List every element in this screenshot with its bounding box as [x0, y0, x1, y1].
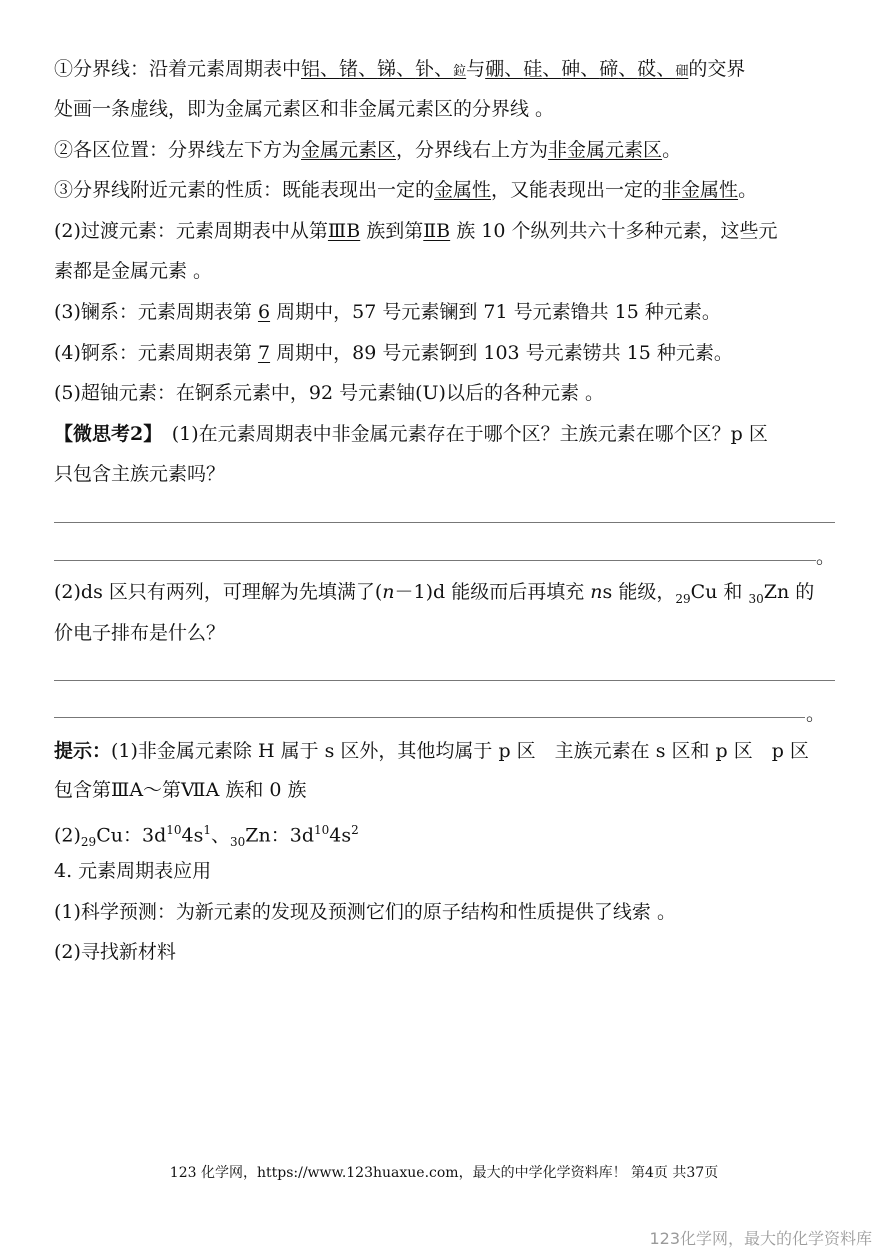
- answer-period-7: 7: [257, 342, 271, 364]
- element: 硼: [485, 58, 505, 80]
- paragraph-boundary-line: [54, 54, 844, 87]
- answer-blank-line[interactable]: [54, 717, 805, 718]
- paragraph-transition-elements: [54, 216, 844, 246]
- text: 、: [211, 824, 231, 847]
- text: (2)过渡元素：元素周期表中从第: [54, 220, 328, 242]
- answer-period-6: 6: [257, 301, 271, 323]
- text: (1)非金属元素除 H 属于 s 区外，其他均属于 p 区 主族元素在 s 区和 p 区 p 区: [111, 740, 809, 762]
- text: 。: [738, 179, 758, 201]
- hint-label: 提示：: [54, 740, 112, 762]
- text: ③分界线附近元素的性质：既能表现出一定的: [54, 179, 435, 201]
- atomic-number: 29: [80, 835, 97, 850]
- element: 锗: [339, 58, 359, 80]
- text: 素都是金属元素 。: [54, 260, 213, 282]
- electron-count: 10: [314, 823, 330, 837]
- think-question-2: [54, 577, 844, 614]
- section-title: 4. 元素周期表应用: [54, 860, 212, 882]
- paragraph-boundary-line-cont: [54, 94, 844, 124]
- answer-metallic: 金属性: [434, 179, 492, 201]
- section-4-item-1: [54, 897, 844, 927]
- element: 砹: [637, 58, 657, 80]
- answer-blank-line[interactable]: [54, 560, 816, 561]
- answer-group-start: ⅢB: [327, 220, 361, 242]
- text: ，又能表现出一定的: [491, 179, 663, 201]
- paragraph-transition-elements-cont: [54, 256, 844, 286]
- element: 鉝: [453, 64, 467, 79]
- text: s 能级，: [602, 581, 676, 603]
- text: 与: [466, 58, 486, 80]
- element: 钋: [415, 58, 435, 80]
- think-question-2-cont: [54, 618, 844, 648]
- electron-count: 2: [351, 823, 359, 837]
- think-question-1-cont: [54, 459, 844, 489]
- text: ，分界线右上方为: [396, 139, 549, 161]
- hint-line-1: [54, 736, 844, 766]
- atomic-number: 30: [748, 591, 764, 606]
- text: 。: [662, 139, 682, 161]
- text: (2)ds 区只有两列，可理解为先填满了(: [54, 581, 383, 603]
- element: 铝: [301, 58, 321, 80]
- electron-count: 10: [166, 823, 182, 837]
- think-tag: 【微思考2】: [54, 423, 153, 445]
- text: (2)寻找新材料: [54, 941, 176, 963]
- text: 的交界: [688, 58, 746, 80]
- text: 只包含主族元素吗？: [54, 463, 226, 485]
- text: (3)镧系：元素周期表第: [54, 301, 258, 323]
- text: Cu：3d: [96, 824, 167, 847]
- think-question-1: [54, 419, 844, 449]
- text: 周期中，89 号元素锕到 103 号元素铹共 15 种元素。: [270, 342, 733, 364]
- text: 处画一条虚线，即为金属元素区和非金属元素区的分界线 。: [54, 98, 555, 120]
- electron-count: 1: [203, 823, 211, 837]
- element: 碲: [599, 58, 619, 80]
- text: (1)在元素周期表中非金属元素存在于哪个区？主族元素在哪个区？p 区: [171, 423, 768, 445]
- paragraph-boundary-properties: [54, 175, 844, 205]
- text: ②各区位置：分界线左下方为: [54, 139, 302, 161]
- answer-metal-region: 金属元素区: [301, 139, 397, 161]
- element: 硅: [523, 58, 543, 80]
- text: 4s: [329, 824, 352, 847]
- text: (2): [54, 824, 81, 847]
- answer-group-end: ⅡB: [423, 220, 451, 242]
- text: Zn：3d: [245, 824, 314, 847]
- text: 族 10 个纵列共六十多种元素，这些元: [450, 220, 778, 242]
- element-list-2: 硼、硅、砷、碲、砹、鿬: [485, 58, 689, 80]
- atomic-number: 29: [675, 591, 691, 606]
- text: (4)锕系：元素周期表第: [54, 342, 258, 364]
- paragraph-transuranium: [54, 378, 844, 408]
- hint-line-3: [54, 815, 844, 857]
- italic-n: n: [590, 581, 603, 603]
- text: (5)超铀元素：在锕系元素中，92 号元素铀(U)以后的各种元素 。: [54, 382, 605, 404]
- hint-line-2: [54, 775, 844, 805]
- answer-nonmetallic: 非金属性: [662, 179, 739, 201]
- section-4-title: [54, 856, 844, 886]
- element-list-1: 铝、锗、锑、钋、鉝: [301, 58, 467, 80]
- element: 鿬: [675, 64, 689, 79]
- answer-blank-line[interactable]: [54, 522, 835, 523]
- paragraph-actinides: [54, 338, 844, 368]
- period: 。: [806, 703, 826, 725]
- text: Zn 的: [763, 581, 815, 603]
- element: 砷: [561, 58, 581, 80]
- text: 族到第: [360, 220, 424, 242]
- paragraph-region-position: [54, 135, 844, 165]
- italic-n: n: [382, 581, 395, 603]
- section-4-item-2: [54, 937, 844, 967]
- text: ①分界线：沿着元素周期表中: [54, 58, 302, 80]
- text: 包含第ⅢA～第ⅦA 族和 0 族: [54, 779, 307, 801]
- watermark: 123化学网，最大的化学资料库: [649, 1229, 872, 1248]
- text: Cu 和: [690, 581, 749, 603]
- page-footer: 123 化学网，https://www.123huaxue.com，最大的中学化学资料库！ 第4页 共37页: [169, 1165, 719, 1181]
- text: 周期中，57 号元素镧到 71 号元素镥共 15 种元素。: [270, 301, 721, 323]
- text: 价电子排布是什么？: [54, 622, 226, 644]
- text: 4s: [181, 824, 204, 847]
- period: 。: [816, 546, 836, 568]
- atomic-number: 30: [230, 835, 246, 850]
- text: (1)科学预测：为新元素的发现及预测它们的原子结构和性质提供了线索 。: [54, 901, 676, 923]
- answer-nonmetal-region: 非金属元素区: [548, 139, 663, 161]
- answer-blank-line[interactable]: [54, 680, 835, 681]
- text: －1)d 能级而后再填充: [394, 581, 591, 603]
- element: 锑: [377, 58, 397, 80]
- paragraph-lanthanides: [54, 297, 844, 327]
